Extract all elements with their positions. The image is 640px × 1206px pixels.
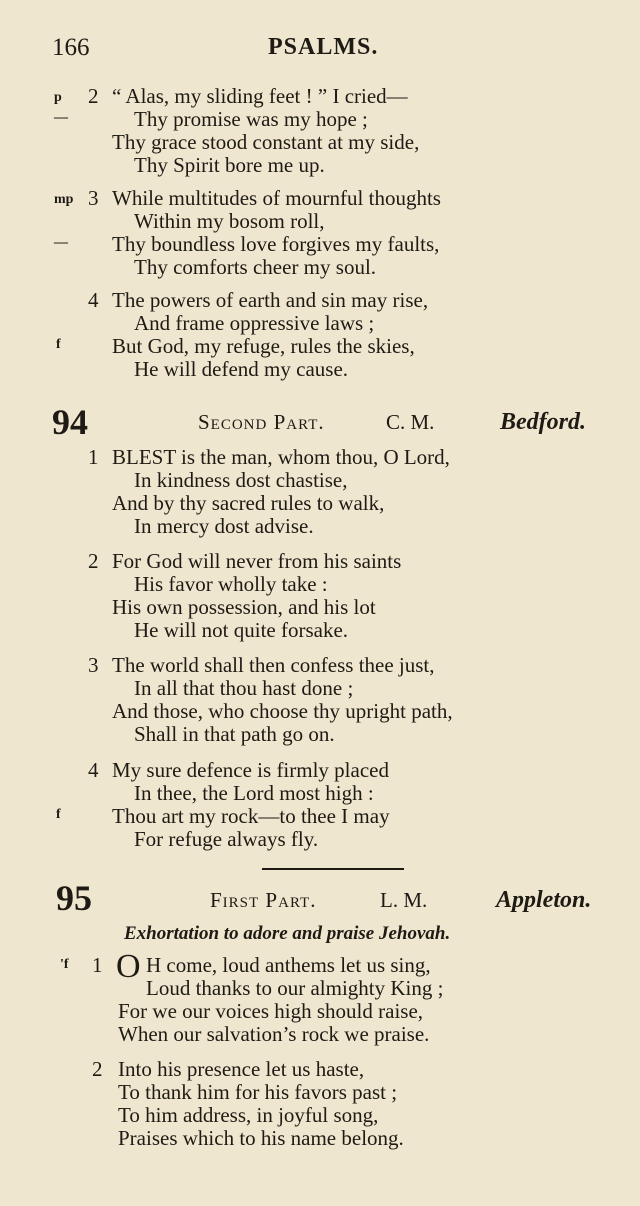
verse-number: 3 xyxy=(88,186,99,210)
verse-line: Shall in that path go on. xyxy=(134,722,335,746)
verse-number: 2 xyxy=(88,549,99,573)
verse-line: And frame oppressive laws ; xyxy=(134,311,375,335)
tune-name: Bedford. xyxy=(500,409,586,435)
dynamic-mark: 'f xyxy=(60,957,69,972)
hymn-subtitle: Exhortation to adore and praise Jehovah. xyxy=(124,923,451,944)
verse-line: Loud thanks to our almighty King ; xyxy=(146,976,444,1000)
verse-line: To him address, in joyful song, xyxy=(118,1103,379,1127)
verse-line: Thy comforts cheer my soul. xyxy=(134,255,377,279)
verse-line: BLEST is the man, whom thou, O Lord, xyxy=(112,445,450,469)
verse-line: And those, who choose thy upright path, xyxy=(112,699,453,723)
verse-number: 1 xyxy=(88,445,99,469)
verse-line: He will defend my cause. xyxy=(134,357,349,381)
verse-line: And by thy sacred rules to walk, xyxy=(112,491,385,515)
verse-line: Thy Spirit bore me up. xyxy=(134,153,325,177)
verse-line: “ Alas, my sliding feet ! ” I cried— xyxy=(112,84,408,108)
verse-line: For God will never from his saints xyxy=(112,549,402,573)
dynamic-mark: f xyxy=(56,337,61,352)
verse-line: The powers of earth and sin may rise, xyxy=(112,288,429,312)
verse-number: 4 xyxy=(88,758,99,782)
drop-cap: O xyxy=(116,948,141,985)
verse-line: My sure defence is firmly placed xyxy=(112,758,389,782)
hymn-number: 94 xyxy=(52,402,88,442)
dynamic-mark: — xyxy=(54,235,68,250)
verse-line: Into his presence let us haste, xyxy=(118,1057,365,1081)
verse-line: In thee, the Lord most high : xyxy=(134,781,374,805)
dynamic-mark: f xyxy=(56,807,61,822)
verse-number: 3 xyxy=(88,653,99,677)
verse-line: In mercy dost advise. xyxy=(134,514,314,538)
hymn-part: Second Part. xyxy=(198,410,325,434)
verse-line: Thy promise was my hope ; xyxy=(134,107,368,131)
dynamic-mark: mp xyxy=(54,192,74,207)
verse-line: Within my bosom roll, xyxy=(134,209,325,233)
verse-number: 1 xyxy=(92,953,103,977)
verse-line: In all that thou hast done ; xyxy=(134,676,354,700)
verse-number: 2 xyxy=(92,1057,103,1081)
hymn-meter: C. M. xyxy=(386,410,435,434)
verse-line: H come, loud anthems let us sing, xyxy=(146,953,431,977)
verse-line: His favor wholly take : xyxy=(134,572,328,596)
verse-line: Thou art my rock—to thee I may xyxy=(112,804,390,828)
verse-line: Praises which to his name belong. xyxy=(118,1126,404,1150)
verse-number: 2 xyxy=(88,84,99,108)
verse-line: For refuge always fly. xyxy=(134,827,319,851)
hymn-part: First Part. xyxy=(210,888,317,912)
section-divider xyxy=(262,868,404,870)
dynamic-mark: — xyxy=(54,110,68,125)
verse-line: While multitudes of mournful thoughts xyxy=(112,186,441,210)
verse-line: The world shall then confess thee just, xyxy=(112,653,435,677)
verse-line: For we our voices high should raise, xyxy=(118,999,424,1023)
page-title: PSALMS. xyxy=(268,34,379,60)
tune-name: Appleton. xyxy=(496,887,592,913)
hymn-number: 95 xyxy=(56,878,92,918)
verse-line: When our salvation’s rock we praise. xyxy=(118,1022,430,1046)
verse-line: His own possession, and his lot xyxy=(112,595,376,619)
verse-line: He will not quite forsake. xyxy=(134,618,349,642)
dynamic-mark: p xyxy=(54,90,62,105)
verse-line: In kindness dost chastise, xyxy=(134,468,348,492)
verse-number: 4 xyxy=(88,288,99,312)
verse-line: To thank him for his favors past ; xyxy=(118,1080,398,1104)
verse-line: But God, my refuge, rules the skies, xyxy=(112,334,415,358)
page-number: 166 xyxy=(52,34,90,61)
verse-line: Thy boundless love forgives my faults, xyxy=(112,232,440,256)
hymn-meter: L. M. xyxy=(380,888,428,912)
verse-line: Thy grace stood constant at my side, xyxy=(112,130,420,154)
